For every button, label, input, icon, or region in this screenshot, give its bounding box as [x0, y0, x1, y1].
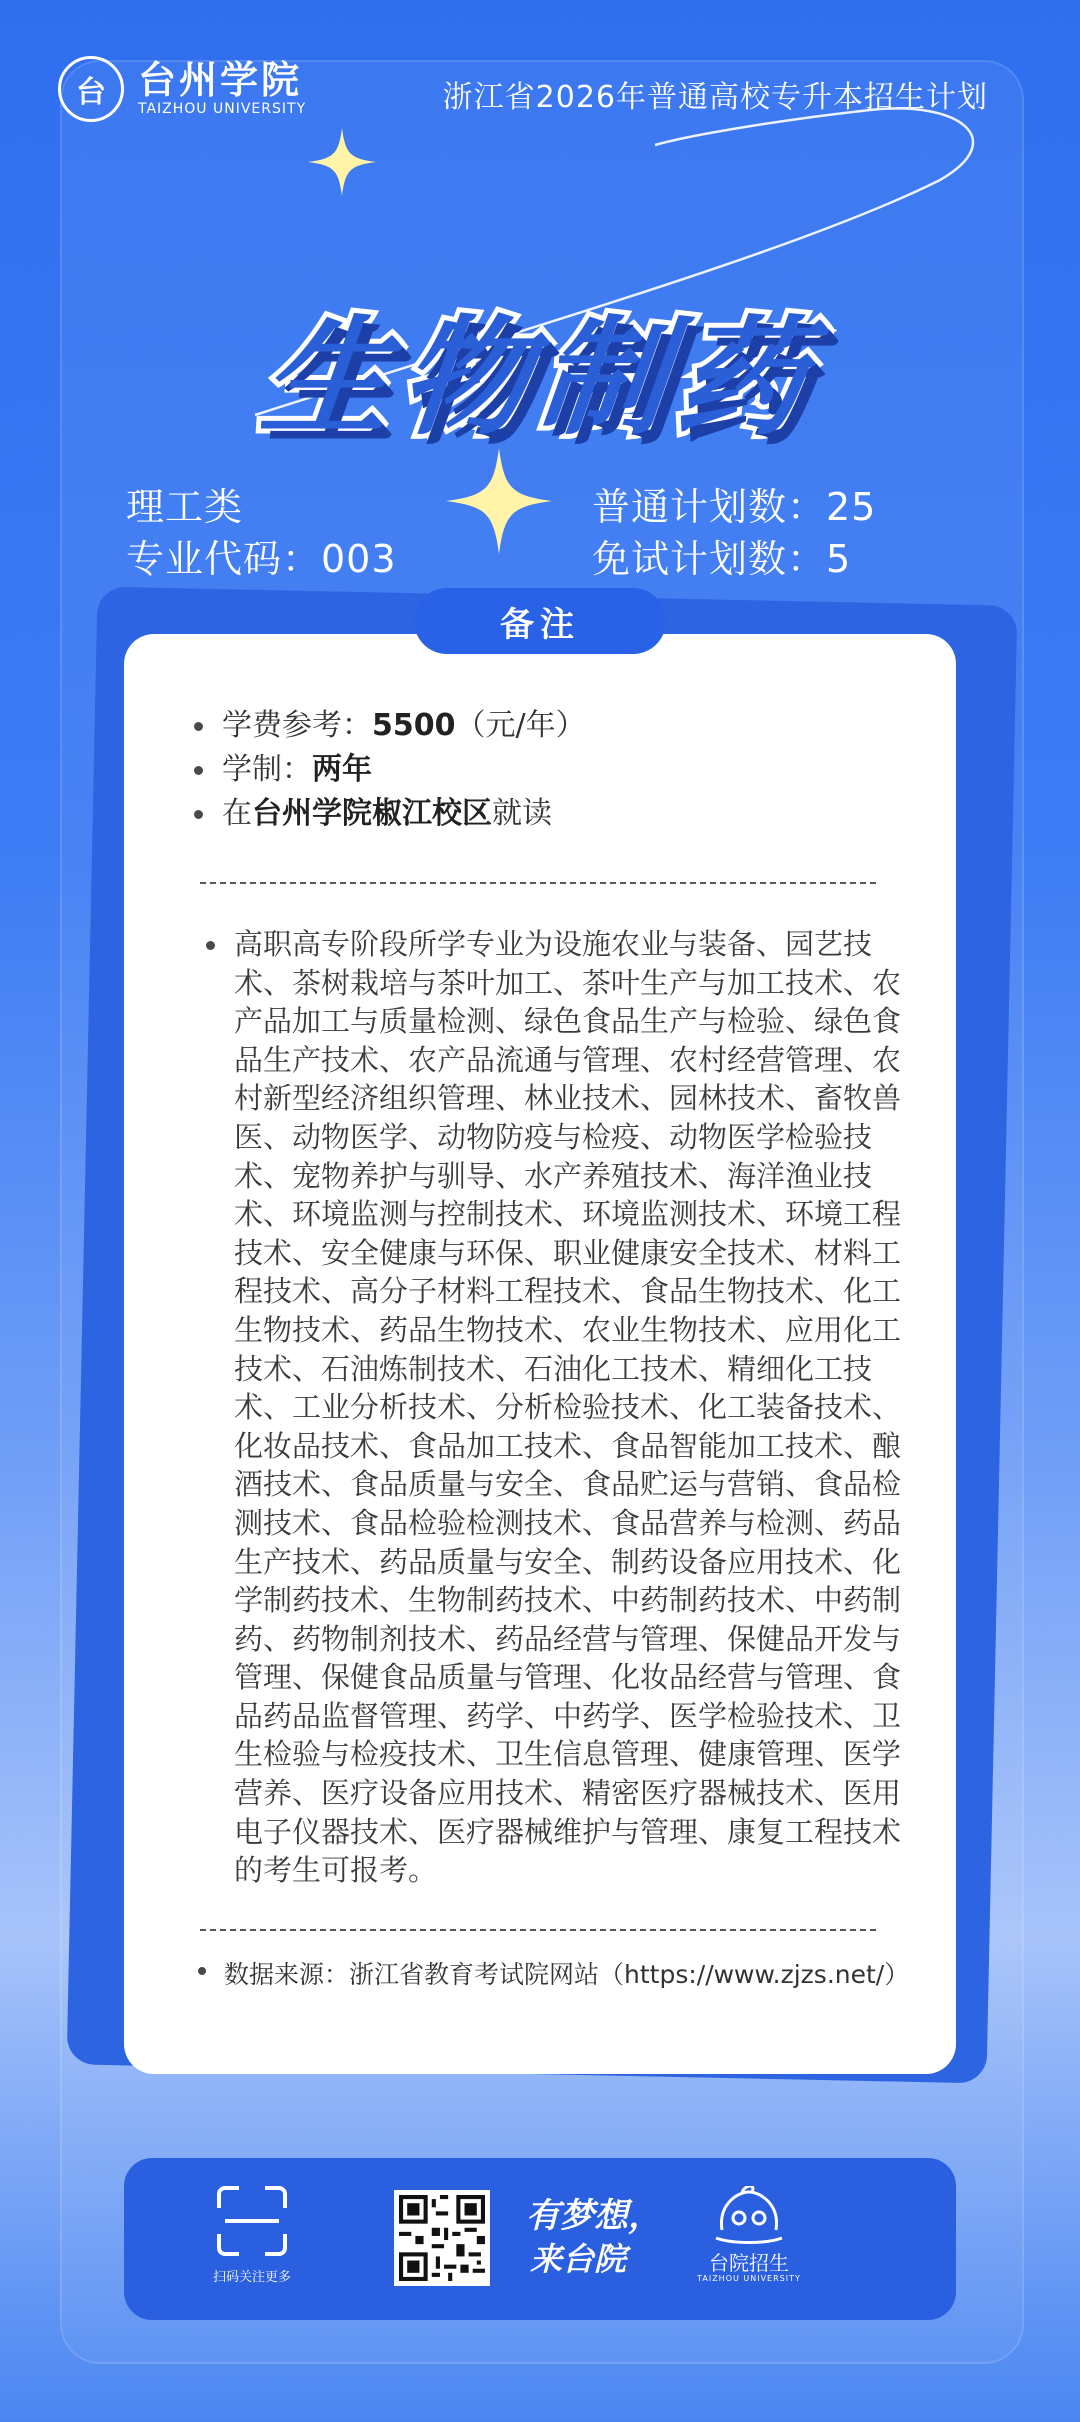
- school-name-cn: 台州学院: [138, 57, 303, 102]
- plan-title: 浙江省2026年普通高校专升本招生计划: [442, 80, 988, 115]
- mascot-name: 台院招生: [709, 2251, 789, 2275]
- eligibility-note: 高职高专阶段所学专业为设施农业与装备、园艺技 术、茶树栽培与茶叶加工、茶叶生产与加工技术、农 产品加工与质量检测、绿色食品生产与检验、绿色食 品生产技术、农产品流通与管理、农村经营管理、农 村新型经济组织管理、林业技术、园林技术、畜牧兽 医、动物医学、动物防疫与检疫、动物医学检验技 术、宠物养护与驯导、水产养殖技术、海洋渔业技 术、环境监测与控制技术、环境监测技术、环境工程 技术、安全健康与环保、职业健康安全技术、材料工 程技术、高分子材料工程技术、食品生物技术、化工 生物技术、药品生物技术、农业生物技术、应用化工 技术、石油炼制技术、石油化工技术、精细化工技 术、工业分析技术、分析检验技术、化工装备技术、 化妆品技术、食品加工技术、食品智能加工技术、酿 酒技术、食品质量与安全、食品贮运与营销、食品检 测技术、食品检验检测技术、食品营养与检测、药品 生产技术、药品质量与安全、制药设备应用技术、化 学制药技术、生物制药技术、中药制药技术、中药制 药、药物制剂技术、药品经营与管理、保健品开发与 管理、保健食品质量与管理、化妆品经营与管理、食 品药品监督管理、药学、中药学、医学检验技术、卫 生检验与检疫技术、卫生信息管理、健康管理、医学 营养、医疗设备应用技术、精密医疗器械技术、医用 电子仪器技术、医疗器械维护与管理、康复工程技术 的考生可报考。: [206, 925, 924, 1890]
- footer-banner: [124, 2158, 956, 2320]
- notes-card: [124, 634, 956, 2074]
- slogan-line-2: 来台院: [530, 2240, 627, 2278]
- tuition-value: 5500: [372, 708, 456, 743]
- divider: [200, 882, 876, 884]
- duration-item: 学制：两年: [194, 748, 916, 792]
- major-name: 生物制药: [254, 304, 823, 453]
- major-category: 理工类: [126, 485, 244, 529]
- campus-value: 台州学院椒江校区: [252, 796, 492, 831]
- slogan: [526, 2194, 662, 2280]
- qr-code-icon: [399, 2195, 485, 2281]
- data-source: 数据来源：浙江省教育考试院网站（https://www.zjzs.net/）: [198, 1955, 909, 1991]
- regular-quota: 普通计划数：25: [592, 485, 877, 529]
- major-code: 专业代码：003: [126, 537, 397, 581]
- mascot: [694, 2186, 804, 2283]
- exempt-quota: 免试计划数：5: [592, 537, 852, 581]
- notes-label: 备注: [414, 588, 666, 654]
- mascot-caption: TAIZHOU UNIVERSITY: [697, 2274, 801, 2283]
- duration-value: 两年: [312, 752, 372, 787]
- sparkle-star-icon: [308, 128, 376, 196]
- tuition-item: 学费参考：5500（元/年）: [194, 704, 916, 748]
- scan-frame-icon: [217, 2186, 287, 2256]
- divider: [200, 1929, 876, 1931]
- school-name-en: TAIZHOU UNIVERSITY: [138, 101, 307, 117]
- campus-item: 在台州学院椒江校区就读: [194, 792, 916, 836]
- sparkle-star-icon: [446, 448, 552, 554]
- qr-code[interactable]: [394, 2190, 490, 2286]
- university-emblem-icon: 台: [58, 56, 124, 122]
- scan-hint: [182, 2186, 322, 2285]
- university-logo: [58, 56, 306, 122]
- scan-caption: 扫码关注更多: [212, 2270, 291, 2285]
- key-info-list: [194, 704, 916, 836]
- mascot-icon: [712, 2186, 786, 2248]
- slogan-line-1: 有梦想，: [526, 2196, 662, 2236]
